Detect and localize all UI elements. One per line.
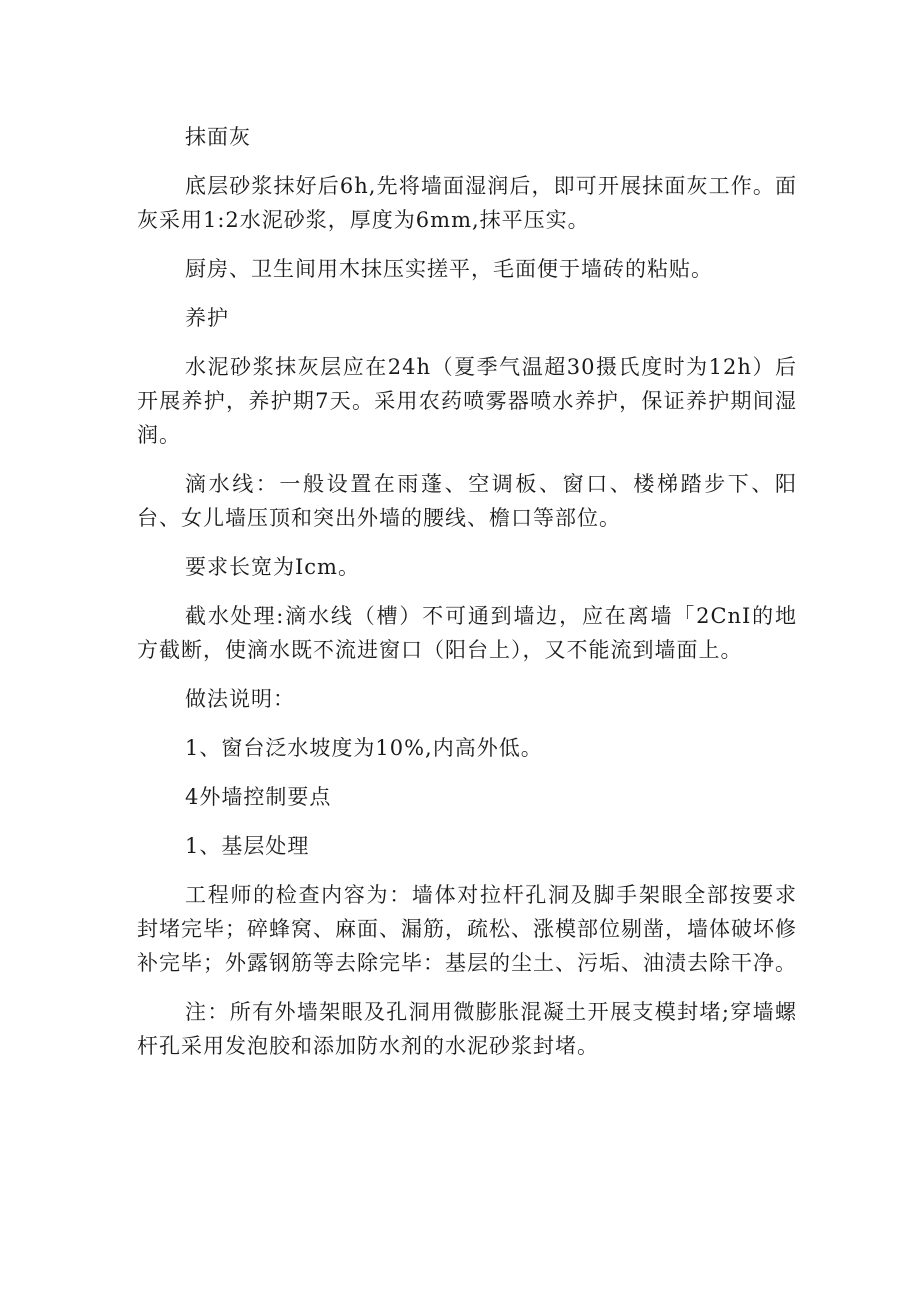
paragraph-note: 注：所有外墙架眼及孔洞用微膨胀混凝土开展支模封堵;穿墙螺杆孔采用发泡胶和添加防水剂的水泥砂浆封堵。 <box>137 1000 797 1058</box>
paragraph-curing-procedure: 水泥砂浆抹灰层应在24h（夏季气温超30摄氏度时为12h）后开展养护，养护期7天。采用农药喷雾器喷水养护，保证养护期间湿润。 <box>137 355 797 447</box>
paragraph-kitchen-bathroom: 厨房、卫生间用木抹压实搓平，毛面便于墙砖的粘贴。 <box>185 257 713 281</box>
paragraph-drip-line-size: 要求长宽为Icm。 <box>185 555 360 579</box>
heading-curing: 养护 <box>185 306 229 330</box>
list-item-sill-slope: 1、窗台泛水坡度为10%,内高外低。 <box>185 736 543 760</box>
paragraph-engineer-inspection: 工程师的检查内容为：墙体对拉杆孔洞及脚手架眼全部按要求封堵完毕；碎蜂窝、麻面、漏筋，疏松、涨模部位剔凿，墙体破坏修补完毕；外露钢筋等去除完毕：基层的尘土、污垢、油渍去除干净。 <box>137 883 797 975</box>
paragraph-drip-line: 滴水线：一般设置在雨蓬、空调板、窗口、楼梯踏步下、阳台、女儿墙压顶和突出外墙的腰线、檐口等部位。 <box>137 472 797 530</box>
paragraph-finish-coat-procedure: 底层砂浆抹好后6h,先将墙面湿润后，即可开展抹面灰工作。面灰采用1:2水泥砂浆，厚度为6mm,抹平压实。 <box>137 174 797 232</box>
document-body <box>137 120 797 1078</box>
heading-exterior-wall-control-points: 4外墙控制要点 <box>185 785 332 809</box>
paragraph-water-interception: 截水处理:滴水线（槽）不可通到墙边，应在离墙「2CnI的地方截断，使滴水既不流进窗口（阳台上），又不能流到墙面上。 <box>137 604 797 662</box>
heading-plastering-finish-coat: 抹面灰 <box>185 125 251 149</box>
heading-base-layer-treatment: 1、基层处理 <box>185 834 310 858</box>
heading-method-description: 做法说明： <box>185 687 295 711</box>
